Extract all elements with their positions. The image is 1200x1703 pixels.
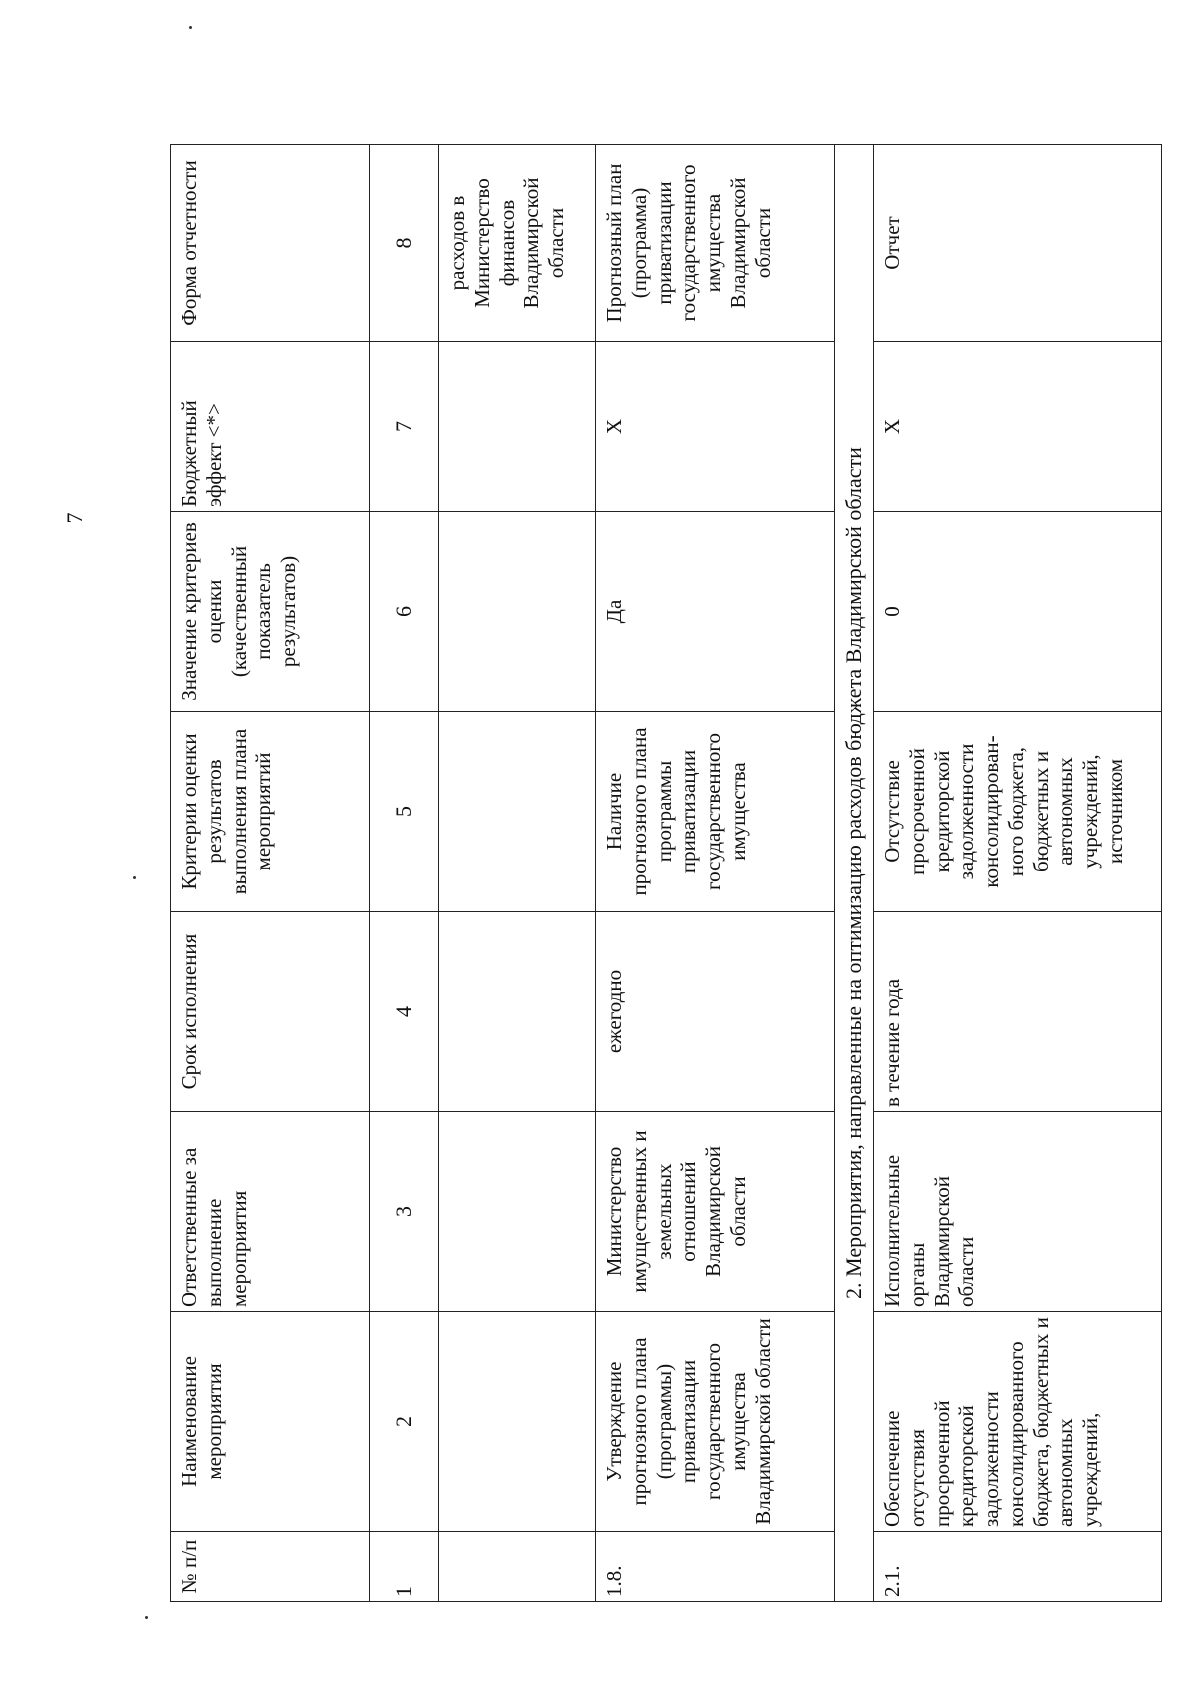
- column-numbers-row: [370, 145, 439, 1602]
- criteria-value: Да: [596, 512, 835, 712]
- column-number: 2: [370, 1312, 439, 1532]
- table-cell: [439, 1532, 596, 1602]
- header-effect: Бюджетный эффект <*>: [171, 342, 370, 512]
- table-row-2-1: [874, 145, 1162, 1602]
- column-number: 6: [370, 512, 439, 712]
- section-title: 2. Мероприятия, направленные на оптимизацию расходов бюджета Владимирской области: [835, 145, 874, 1602]
- table-cell: [439, 512, 596, 712]
- header-criteria: Критерии оценки результатов выполнения плана мероприятий: [171, 712, 370, 912]
- scan-speck: [133, 876, 136, 879]
- column-number: 8: [370, 145, 439, 342]
- measure-name: Утверждение прогнозного плана (программы) приватизации государственного имущества Владимирской области: [596, 1312, 835, 1532]
- continued-reporting-form: расходов в Министерство финансов Владимирской области: [439, 145, 596, 342]
- budget-effect: X: [596, 342, 835, 512]
- header-row: [171, 145, 370, 1602]
- budget-effect: X: [874, 342, 1162, 512]
- table-row-continued: [439, 145, 596, 1602]
- criteria: Отсутствие просроченной кредиторской задолженности консолидирован-ного бюджета, бюджетных и автономных учреждений, источником: [874, 712, 1162, 912]
- row-number: 2.1.: [874, 1532, 1162, 1602]
- header-number: № п/п: [171, 1532, 370, 1602]
- scan-speck: [189, 26, 192, 29]
- column-number: 1: [370, 1532, 439, 1602]
- column-number: 4: [370, 912, 439, 1112]
- page-number: 7: [62, 512, 87, 524]
- section-row: [835, 145, 874, 1602]
- table-cell: [439, 912, 596, 1112]
- column-number: 3: [370, 1112, 439, 1312]
- header-reporting-form: Форма отчетности: [171, 145, 370, 342]
- rotated-table-container: [170, 145, 1133, 1602]
- responsible: Исполнительные органы Владимирской области: [874, 1112, 1162, 1312]
- table-cell: [439, 1112, 596, 1312]
- table-row-1-8: [596, 145, 835, 1602]
- table-cell: [439, 342, 596, 512]
- column-number: 5: [370, 712, 439, 912]
- criteria-value: 0: [874, 512, 1162, 712]
- measures-table: [170, 144, 1162, 1602]
- header-deadline: Срок исполнения: [171, 912, 370, 1112]
- header-responsible: Ответственные за выполнение мероприятия: [171, 1112, 370, 1312]
- reporting-form: Прогнозный план (программа) приватизации государственного имущества Владимирской области: [596, 145, 835, 342]
- reporting-form: Отчет: [874, 145, 1162, 342]
- header-name: Наименование мероприятия: [171, 1312, 370, 1532]
- table-cell: [439, 712, 596, 912]
- responsible: Министерство имущественных и земельных отношений Владимирской области: [596, 1112, 835, 1312]
- table-cell: [439, 1312, 596, 1532]
- deadline: ежегодно: [596, 912, 835, 1112]
- row-number: 1.8.: [596, 1532, 835, 1602]
- header-value: Значение критериев оценки (качественный показатель результатов): [171, 512, 370, 712]
- scan-speck: [145, 1616, 148, 1619]
- column-number: 7: [370, 342, 439, 512]
- deadline: в течение года: [874, 912, 1162, 1112]
- measure-name: Обеспечение отсутствия просроченной кредиторской задолженности консолидированного бюджета, бюджетных и автономных учреждений,: [874, 1312, 1162, 1532]
- criteria: Наличие прогнозного плана программы приватизации государственного имущества: [596, 712, 835, 912]
